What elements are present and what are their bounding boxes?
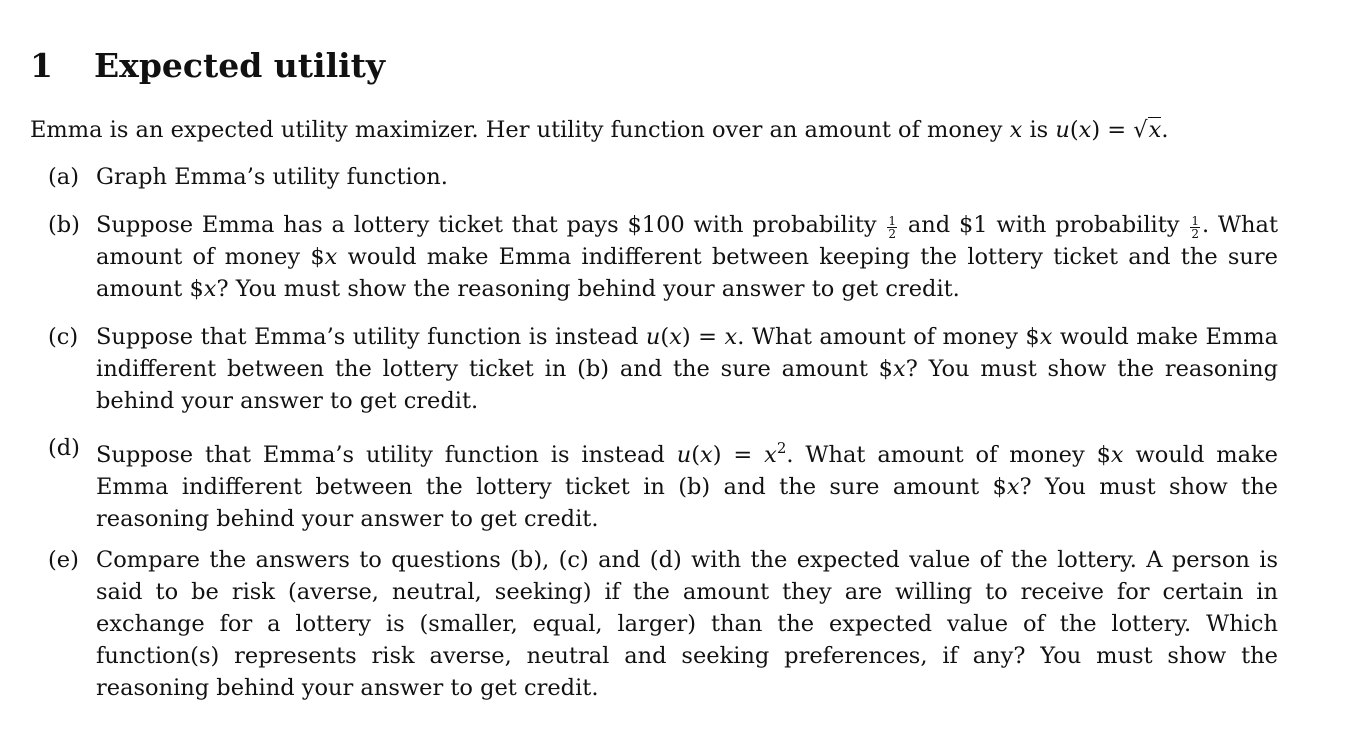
sqrt-sign: √ [1133,117,1148,143]
item-text: Suppose that Emma’s utility function is instead [96,324,646,350]
section-number: 1 [30,46,53,85]
fraction-numerator: 1 [1191,214,1199,228]
item-text: Suppose Emma has a lottery ticket that pays $100 with probability [96,212,886,238]
item-label: (a) [48,164,79,190]
item-text: . What amount of money $ [96,212,1278,270]
item-body [96,161,1278,193]
math-func-u: u [645,324,661,350]
fraction-denominator: 2 [888,227,897,241]
item-body [96,432,1278,535]
math-var-x: x [1009,117,1023,143]
math-equals: = [1100,117,1134,143]
math-var-x: x [700,442,713,468]
item-text: would make Emma indifferent between the lottery ticket in (b) and the sure amount $ [96,324,1279,382]
sqrt-radicand [1148,117,1162,142]
math-equals: = [721,442,765,468]
item-text: ? You must show the reasoning behind your answer to get credit. [96,356,1278,414]
item-label: (d) [48,435,80,461]
item-text: . What amount of money $ [786,442,1111,468]
item-label: (e) [48,547,79,573]
intro-paragraph [30,114,1169,146]
question-item-e [48,544,1278,704]
fraction-numerator: 1 [888,214,897,228]
math-var-x: x [1006,474,1020,500]
question-item-c [48,321,1278,417]
math-var-x: x [324,244,338,270]
math-var-x: x [1110,442,1124,468]
math-var-x: x [764,442,777,468]
math-exponent: 2 [776,439,787,457]
math-paren-close: ) [681,324,691,350]
item-text: would make Emma indifferent between keeping the lottery ticket and the sure amount $ [96,244,1278,302]
math-paren-close: ) [1091,117,1101,143]
item-text: Compare the answers to questions (b), (c) and (d) with the expected value of the lottery. A person is said to be risk (averse, neutral, seeking) if the amount they are willing to receive for certain in exchange for a lottery is (smaller, equal, larger) than the expected value of the lottery. Which function(s) represents risk averse, neutral and seeking preferences, if any? You must show the reasoning behind your answer to get credit. [96,547,1278,701]
item-label: (b) [48,212,80,238]
fraction-one-half [1190,215,1200,240]
math-paren-close: ) [712,442,722,468]
math-func-u: u [1055,117,1070,143]
item-text: ? You must show the reasoning behind your answer to get credit. [96,474,1278,532]
intro-period: . [1161,117,1169,143]
math-var-x: x [724,324,738,350]
item-text: ? You must show the reasoning behind your answer to get credit. [216,276,960,302]
item-text: Graph Emma’s utility function. [96,164,448,190]
question-item-a [48,161,1278,193]
item-text: Suppose that Emma’s utility function is instead [96,442,677,468]
math-equals: = [690,324,725,350]
item-body [96,321,1278,417]
math-paren-open: ( [660,324,670,350]
math-var-x: x [1148,117,1162,143]
math-func-u: u [676,442,692,468]
math-var-x: x [1078,117,1092,143]
question-item-b [48,209,1278,305]
math-var-x: x [669,324,682,350]
intro-text-is: is [1022,117,1056,143]
math-var-x: x [1039,324,1053,350]
fraction-one-half [887,215,897,240]
math-paren-open: ( [1069,117,1079,143]
section-heading [30,44,385,88]
item-text: . What amount of money $ [737,324,1040,350]
fraction-denominator: 2 [1191,227,1199,241]
question-item-d [48,432,1278,535]
intro-text: Emma is an expected utility maximizer. Her utility function over an amount of money [30,117,1010,143]
math-var-x: x [203,276,217,302]
item-text: would make Emma indifferent between the lottery ticket in (b) and the sure amount $ [96,442,1278,500]
item-label: (c) [48,324,79,350]
item-body [96,544,1278,704]
item-text: and $1 with probability [899,212,1189,238]
section-title: Expected utility [94,46,386,85]
math-var-x: x [893,356,906,382]
item-body [96,209,1278,305]
math-paren-open: ( [691,442,700,468]
